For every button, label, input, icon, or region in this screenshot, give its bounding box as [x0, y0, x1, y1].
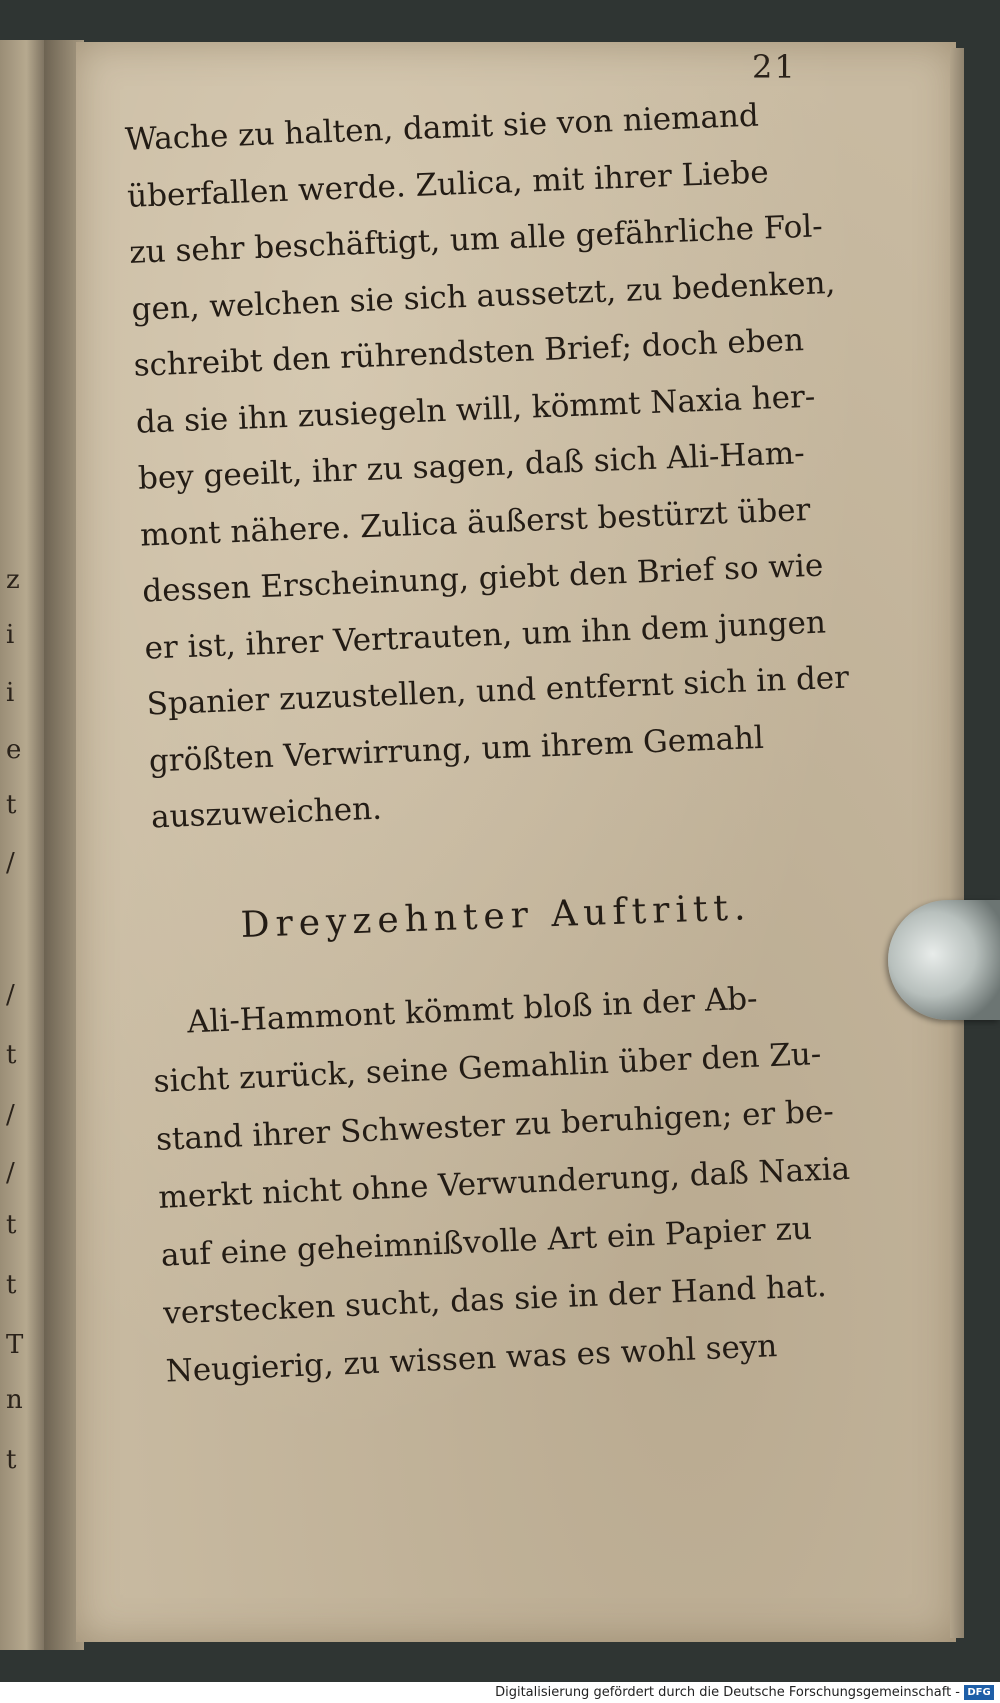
text-line: sicht zurück, seine Gemahlin über den Zu- [152, 1035, 822, 1100]
margin-char: t [6, 1445, 17, 1475]
margin-char: / [6, 1100, 15, 1130]
text-line: er ist, ihrer Vertrauten, um ihn dem jungen [143, 603, 827, 667]
margin-char: i [6, 678, 15, 708]
margin-char: / [6, 980, 15, 1010]
text-line: Ali-Hammont kömmt bloß in der Ab- [186, 980, 759, 1041]
paragraph-1 [124, 84, 872, 846]
page-stack-edge [950, 48, 964, 1638]
text-line: stand ihrer Schwester zu beruhigen; er be- [155, 1093, 835, 1158]
dfg-logo: DFG [964, 1685, 994, 1700]
margin-char: z [6, 565, 20, 595]
paragraph-2 [150, 966, 866, 1401]
text-line: auf eine geheimnißvolle Art ein Papier zu [160, 1210, 813, 1274]
margin-char: e [6, 735, 22, 765]
text-line: Wache zu halten, damit sie von niemand [124, 97, 760, 158]
text-line: gen, welchen sie sich aussetzt, zu bedenken, [130, 264, 836, 328]
margin-char: n [6, 1385, 23, 1415]
text-line: schreibt den rührendsten Brief; doch eben [133, 322, 805, 384]
text-line: Neugierig, zu wissen was es wohl seyn [165, 1328, 778, 1390]
margin-char: t [6, 1040, 17, 1070]
margin-char: / [6, 1158, 15, 1188]
text-line: da sie ihn zusiegeln will, kömmt Naxia her- [135, 378, 816, 441]
page-holder-clip [888, 900, 1000, 1020]
page-number: 21 [752, 48, 797, 86]
text-line: bey geeilt, ihr zu sagen, daß sich Ali-Ham- [137, 435, 806, 497]
text-line: größten Verwirrung, um ihrem Gemahl [148, 719, 765, 780]
text-line: überfallen werde. Zulica, mit ihrer Liebe [126, 153, 770, 215]
facing-page-edge [0, 40, 46, 1650]
margin-char: / [6, 848, 15, 878]
margin-char: T [6, 1330, 24, 1360]
margin-char: i [6, 620, 15, 650]
margin-char: t [6, 1210, 17, 1240]
text-line: verstecken sucht, das sie in der Hand hat. [162, 1267, 828, 1332]
scene-heading: Dreyzehnter Auftritt. [240, 887, 752, 946]
margin-char: t [6, 790, 17, 820]
funding-credit: Digitalisierung gefördert durch die Deutsche Forschungsgemeinschaft - [495, 1685, 960, 1700]
margin-char: t [6, 1270, 17, 1300]
text-line: dessen Erscheinung, giebt den Brief so wie [141, 547, 824, 610]
text-line: auszuweichen. [150, 790, 383, 836]
text-line: mont nähere. Zulica äußerst bestürzt über [139, 491, 811, 554]
text-line: zu sehr beschäftigt, um alle gefährliche Fol- [128, 208, 824, 271]
text-line: Spanier zuzustellen, und entfernt sich in der [146, 659, 850, 723]
text-line: merkt nicht ohne Verwunderung, daß Naxia [157, 1150, 851, 1216]
